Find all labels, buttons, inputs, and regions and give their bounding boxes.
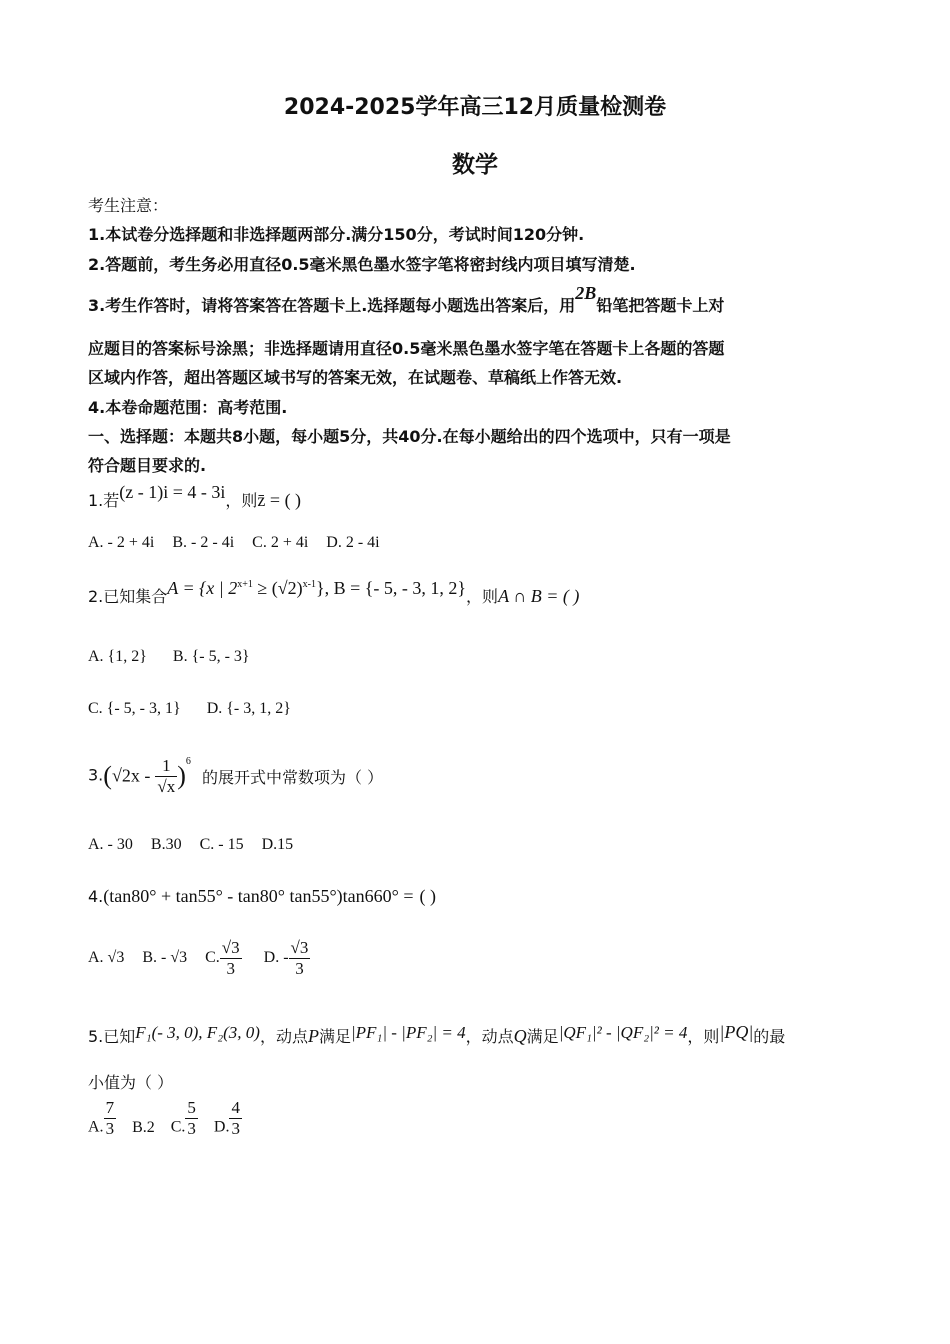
notice-item-4: 4.本卷命题范围：高考范围. bbox=[88, 398, 288, 417]
notice-item-3-text-2: 铅笔把答题卡上对 bbox=[596, 296, 725, 315]
q4-option-d-den: 3 bbox=[295, 958, 304, 978]
notice-heading: 考生注意： bbox=[88, 196, 169, 215]
q4-option-d[interactable] bbox=[264, 938, 311, 978]
q4-prefix: 4. bbox=[88, 887, 104, 906]
q5-option-d-den: 3 bbox=[231, 1118, 240, 1138]
q2-option-d[interactable]: D. {- 3, 1, 2} bbox=[206, 700, 291, 717]
subject-title: 数学 bbox=[452, 152, 498, 178]
q1-prefix: 1.若 bbox=[88, 491, 120, 510]
question-3 bbox=[88, 756, 383, 796]
question-1 bbox=[88, 482, 302, 511]
notice-item-1: 1.本试卷分选择题和非选择题两部分.满分150分，考试时间120分钟. bbox=[88, 225, 585, 244]
q5-option-a[interactable] bbox=[88, 1098, 116, 1138]
q4-option-c-num: √3 bbox=[221, 938, 240, 957]
q5-condition-2: |QF₁|² - |QF₂|² = 4 bbox=[558, 1023, 688, 1042]
q5-option-c-frac bbox=[185, 1098, 198, 1138]
q5-text-5: ，则 bbox=[687, 1027, 720, 1046]
notice-item-3-cont: 应题目的答案标号涂黑；非选择题请用直径0.5毫米黑色墨水签字笔在答题卡上各题的答题 bbox=[88, 339, 725, 358]
q1-mid: ，则 bbox=[225, 491, 258, 510]
q5-option-a-den: 3 bbox=[105, 1118, 115, 1138]
q5-foci: F₁(- 3, 0), F₂(3, 0) bbox=[135, 1023, 260, 1042]
q3-right-paren: ) bbox=[177, 761, 186, 791]
q5-condition-1: |PF₁| - |PF₂| = 4 bbox=[350, 1023, 466, 1042]
q4-option-c-label: C. bbox=[205, 949, 220, 967]
exam-title: 2024-2025学年高三12月质量检测卷 bbox=[283, 95, 667, 120]
notice-item-3-cont-2: 区域内作答，超出答题区域书写的答案无效，在试题卷、草稿纸上作答无效. bbox=[88, 368, 623, 387]
q2-exp-2: x-1 bbox=[302, 579, 316, 590]
notice-item-3 bbox=[88, 283, 725, 316]
q4-option-c-frac bbox=[220, 938, 242, 978]
notice-item-3-text: 3.考生作答时，请将答案答在答题卡上.选择题每小题选出答案后，用 bbox=[88, 296, 576, 315]
q5-option-a-num: 7 bbox=[105, 1098, 115, 1117]
q4-option-d-label: D. - bbox=[263, 949, 289, 967]
q2-mid: ，则 bbox=[466, 587, 499, 606]
q5-option-c-den: 3 bbox=[187, 1118, 196, 1138]
q4-option-c-den: 3 bbox=[226, 958, 235, 978]
q4-option-b[interactable]: B. - √3 bbox=[142, 949, 188, 967]
q5-option-d[interactable] bbox=[214, 1098, 242, 1138]
q5-option-c-num: 5 bbox=[187, 1098, 196, 1117]
question-5 bbox=[88, 1024, 785, 1047]
q3-left-paren: ( bbox=[103, 761, 112, 791]
q4-expression: (tan80° + tan55° - tan80° tan55°)tan660° = bbox=[103, 886, 414, 906]
q5-options bbox=[88, 1098, 256, 1138]
q5-option-a-frac bbox=[104, 1098, 117, 1138]
q3-text: 的展开式中常数项为（ ） bbox=[202, 767, 384, 787]
q3-frac-den: √x bbox=[157, 776, 176, 796]
q1-option-a[interactable]: A. - 2 + 4i bbox=[88, 534, 155, 551]
q3-power: 6 bbox=[185, 756, 191, 767]
q2-option-a[interactable]: A. {1, 2} bbox=[88, 648, 147, 665]
q5-option-c-label: C. bbox=[170, 1118, 186, 1136]
section-heading-2: 符合题目要求的. bbox=[88, 456, 207, 475]
q5-option-d-num: 4 bbox=[231, 1098, 240, 1117]
q4-ask: ( ) bbox=[419, 886, 436, 906]
q5-text-2: 满足 bbox=[318, 1027, 351, 1046]
q3-options bbox=[88, 836, 307, 854]
q2-set-a-mid: ≥ (√2) bbox=[252, 578, 303, 598]
q3-frac-num: 1 bbox=[155, 756, 177, 777]
q2-options-row-2 bbox=[88, 700, 305, 718]
q4-option-d-frac bbox=[289, 938, 311, 978]
q4-option-d-num: √3 bbox=[290, 938, 309, 957]
q2-set-b: }, B = {- 5, - 3, 1, 2} bbox=[315, 578, 467, 598]
q2-options-row-1 bbox=[88, 648, 264, 666]
q3-option-c[interactable]: C. - 15 bbox=[199, 836, 244, 853]
q2-ask: A ∩ B = ( ) bbox=[498, 586, 580, 606]
q3-option-b[interactable]: B.30 bbox=[150, 836, 182, 853]
q5-text-3: ，动点 bbox=[465, 1027, 514, 1046]
q2-sets bbox=[167, 578, 466, 598]
q5-point-p: P bbox=[307, 1026, 319, 1046]
q3-option-a[interactable]: A. - 30 bbox=[88, 836, 133, 853]
q4-option-a[interactable]: A. √3 bbox=[88, 949, 125, 967]
q3-fraction bbox=[155, 756, 177, 796]
q1-options bbox=[88, 534, 394, 552]
pencil-grade: 2B bbox=[575, 283, 597, 303]
q2-option-c[interactable]: C. {- 5, - 3, 1} bbox=[88, 700, 181, 717]
q1-equation: (z - 1)i = 4 - 3i bbox=[119, 482, 226, 502]
q5-option-b[interactable]: B.2 bbox=[132, 1118, 155, 1136]
q1-option-c[interactable]: C. 2 + 4i bbox=[252, 534, 309, 551]
q5-option-d-frac bbox=[229, 1098, 242, 1138]
section-heading: 一、选择题：本题共8小题，每小题5分，共40分.在每小题给出的四个选项中，只有一项是 bbox=[88, 427, 731, 446]
q1-option-b[interactable]: B. - 2 - 4i bbox=[172, 534, 235, 551]
q1-ask: z̄ = ( ) bbox=[257, 490, 302, 510]
q5-option-c[interactable] bbox=[171, 1098, 198, 1138]
q2-set-a-head: A = {x | 2 bbox=[167, 578, 238, 598]
q5-text-1: ，动点 bbox=[259, 1027, 308, 1046]
question-4 bbox=[88, 886, 436, 907]
q5-line-2: 小值为（ ） bbox=[88, 1073, 174, 1092]
q5-option-d-label: D. bbox=[213, 1118, 230, 1136]
q5-distance: |PQ| bbox=[719, 1022, 754, 1042]
q3-term: √2x - bbox=[111, 765, 151, 786]
q4-option-c[interactable] bbox=[205, 938, 242, 978]
q3-prefix: 3. bbox=[88, 765, 104, 785]
q2-option-b[interactable]: B. {- 5, - 3} bbox=[172, 648, 250, 665]
q2-exp-1: x+1 bbox=[237, 579, 253, 590]
q4-options bbox=[88, 938, 324, 978]
q5-option-a-label: A. bbox=[88, 1118, 104, 1136]
q3-option-d[interactable]: D.15 bbox=[261, 836, 294, 853]
q2-prefix: 2.已知集合 bbox=[88, 587, 168, 606]
q5-text-4: 满足 bbox=[526, 1027, 559, 1046]
notice-item-2: 2.答题前，考生务必用直径0.5毫米黑色墨水签字笔将密封线内项目填写清楚. bbox=[88, 255, 636, 274]
q5-prefix: 5.已知 bbox=[88, 1027, 136, 1046]
q5-point-q: Q bbox=[513, 1026, 527, 1046]
q5-text-6: 的最 bbox=[753, 1027, 786, 1046]
q1-option-d[interactable]: D. 2 - 4i bbox=[326, 534, 380, 551]
question-2 bbox=[88, 578, 580, 607]
